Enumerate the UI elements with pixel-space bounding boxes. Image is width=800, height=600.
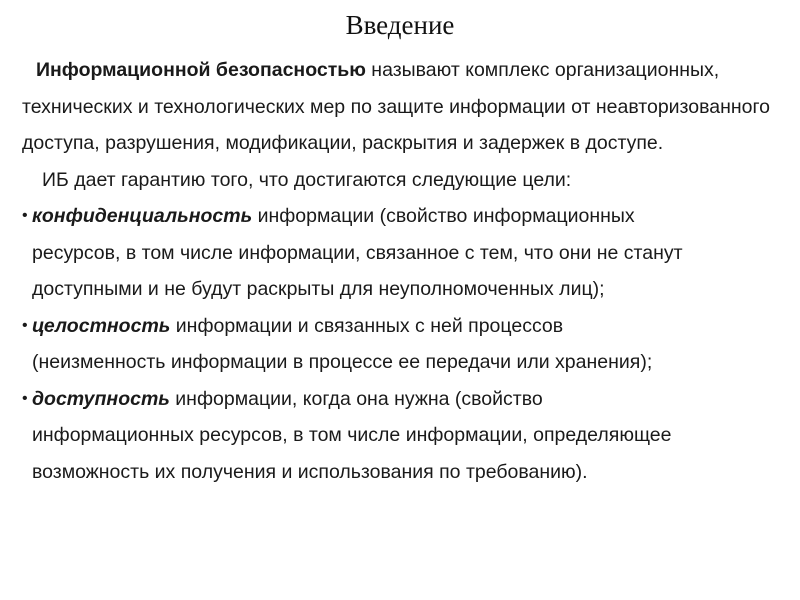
goal-item-integrity xyxy=(22,308,792,381)
goal-text-rest: информационных ресурсов, в том числе информации, определяющее возможность их получения и использования по требованию). xyxy=(32,424,672,483)
goals-intro: ИБ дает гарантию того, что достигаются следующие цели: xyxy=(42,168,572,191)
slide-title: Введение xyxy=(345,10,455,40)
intro-paragraph xyxy=(22,52,792,162)
slide-body xyxy=(22,52,792,490)
goal-text-first-line: информации и связанных с ней процессов xyxy=(170,314,564,337)
goal-text-rest: (неизменность информации в процессе ее передачи или хранения); xyxy=(32,351,653,373)
intro-term: Информационной безопасностью xyxy=(36,59,366,81)
goal-item-confidentiality xyxy=(22,198,792,308)
goal-term: целостность xyxy=(32,314,171,337)
goal-term: конфиденциальность xyxy=(32,205,253,227)
bullet-icon: • xyxy=(22,207,28,224)
goal-text-rest: ресурсов, в том числе информации, связанное с тем, что они не станут доступными и не будут раскрыты для неуполномоченных лиц); xyxy=(32,241,683,300)
goal-text-first-line: информации (свойство информационных xyxy=(252,205,635,227)
goal-text-first-line: информации, когда она нужна (свойство xyxy=(169,387,543,410)
goal-item-availability xyxy=(22,381,792,491)
bullet-icon: • xyxy=(22,389,28,407)
goal-term: доступность xyxy=(32,387,170,410)
intro-text: называют комплекс организационных, технических и технологических мер по защите информации от неавторизованного доступа, разрушения, модификации, раскрытия и задержек в доступе. xyxy=(22,59,771,154)
bullet-icon: • xyxy=(22,316,28,334)
